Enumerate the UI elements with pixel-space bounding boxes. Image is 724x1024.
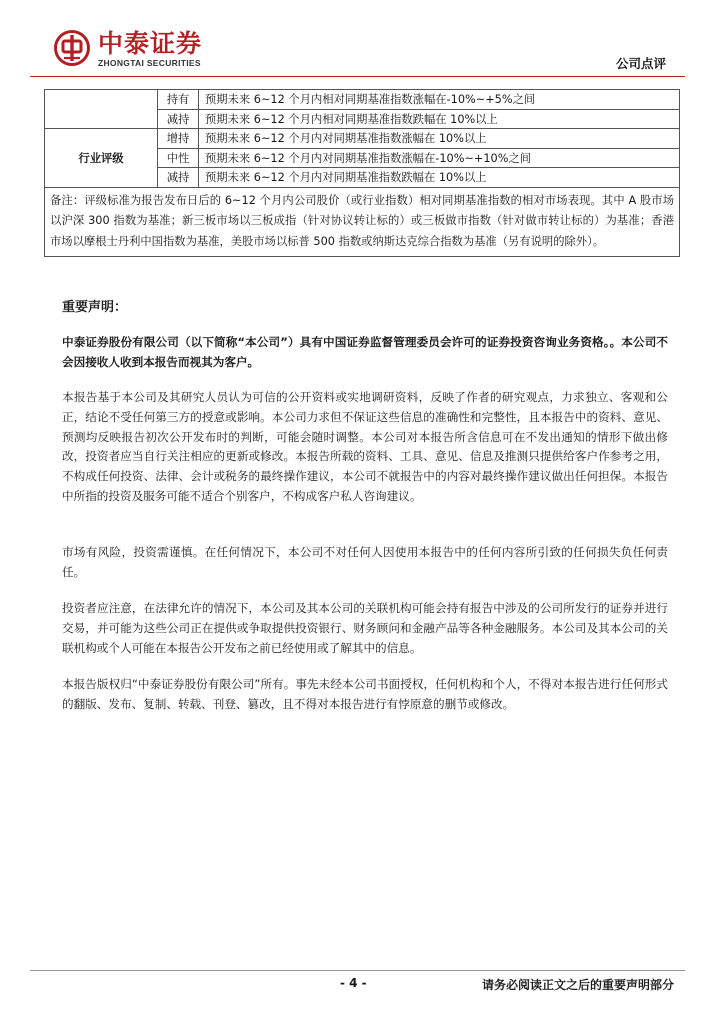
rating-description: 预期未来 6~12 个月内相对同期基准指数涨幅在-10%~+5%之间 bbox=[199, 90, 680, 110]
disclaimer-paragraph-basis: 本报告基于本公司及其研究人员认为可信的公开资料或实地调研资料，反映了作者的研究观点，力求独立、客观和公正，结论不受任何第三方的授意或影响。本公司力求但不保证这些信息的准确性和完整性，且本报告中的资料、意见、预测均反映报告初次公开发布时的判断，可能会随时调整。本公司对本报告所含信息可在不发出通知的情形下做出修改，投资者应当自行关注相应的更新或修改。本报告所载的资料、工具、意见、信息及推测只提供给客户作参考之用，不构成任何投资、法律、会计或税务的最终操作建议，本公司不就报告中的内容对最终操作建议做出任何担保。本报告中所指的投资及服务可能不适合个别客户，不构成客户私人咨询建议。 bbox=[62, 390, 668, 503]
table-row bbox=[45, 129, 680, 149]
page-number: - 4 - bbox=[340, 976, 367, 990]
rating-description: 预期未来 6~12 个月内相对同期基准指数跌幅在 10%以上 bbox=[199, 109, 680, 129]
table-row bbox=[45, 187, 680, 257]
document-type: 公司点评 bbox=[615, 56, 666, 71]
disclaimer-paragraph-copyright: 本报告版权归“中泰证券股份有限公司”所有。事先未经本公司书面授权，任何机构和个人，不得对本报告进行任何形式的翻版、发布、复制、转载、刊登、篡改，且不得对本报告进行有悖原意的删节或修改。 bbox=[62, 677, 668, 711]
rating-description: 预期未来 6~12 个月内对同期基准指数涨幅在 10%以上 bbox=[199, 129, 680, 149]
industry-rating-label: 行业评级 bbox=[45, 129, 158, 188]
disclaimer-title: 重要声明： bbox=[62, 300, 128, 315]
disclaimer-paragraph-risk: 市场有风险，投资需谨慎。在任何情况下，本公司不对任何人因使用本报告中的任何内容所引致的任何损失负任何责任。 bbox=[62, 545, 668, 579]
rating-level: 减持 bbox=[158, 109, 199, 129]
table-row bbox=[45, 90, 680, 110]
disclaimer-paragraph-qualification: 中泰证券股份有限公司（以下简称“本公司”）具有中国证券监督管理委员会许可的证券投资咨询业务资格。。本公司不会因接收人收到本报告而视其为客户。 bbox=[62, 335, 668, 369]
footer-divider bbox=[30, 970, 685, 971]
rating-table bbox=[44, 89, 680, 257]
footer-note: 请务必阅读正文之后的重要声明部分 bbox=[481, 978, 674, 992]
rating-category-cell bbox=[45, 90, 158, 129]
rating-description: 预期未来 6~12 个月内对同期基准指数跌幅在 10%以上 bbox=[199, 168, 680, 188]
page-header bbox=[0, 0, 724, 78]
rating-level: 减持 bbox=[158, 168, 199, 188]
brand-name-en: ZHONGTAI SECURITIES bbox=[98, 58, 201, 68]
rating-description: 预期未来 6~12 个月内对同期基准指数涨幅在-10%~+10%之间 bbox=[199, 148, 680, 168]
zhongtai-logo-icon bbox=[54, 30, 90, 66]
brand-name-cn: 中泰证券 bbox=[98, 29, 203, 58]
rating-note: 备注：评级标准为报告发布日后的 6~12 个月内公司股价（或行业指数）相对同期基准指数的相对市场表现。其中 A 股市场以沪深 300 指数为基准；新三板市场以三板成指（针对协议转让标的）或三板做市指数（针对做市转让标的）为基准；香港市场以摩根士丹利中国指数为基准，美股市场以标普 500 指数或纳斯达克综合指数为基准（另有说明的除外）。 bbox=[45, 187, 680, 257]
disclaimer-paragraph-conflict: 投资者应注意，在法律允许的情况下，本公司及其本公司的关联机构可能会持有报告中涉及的公司所发行的证券并进行交易，并可能为这些公司正在提供或争取提供投资银行、财务顾问和金融产品等各种金融服务。本公司及其本公司的关联机构或个人可能在本报告公开发布之前已经使用或了解其中的信息。 bbox=[62, 601, 668, 655]
header-divider bbox=[30, 76, 685, 77]
rating-level: 增持 bbox=[158, 129, 199, 149]
rating-level: 持有 bbox=[158, 90, 199, 110]
rating-level: 中性 bbox=[158, 148, 199, 168]
